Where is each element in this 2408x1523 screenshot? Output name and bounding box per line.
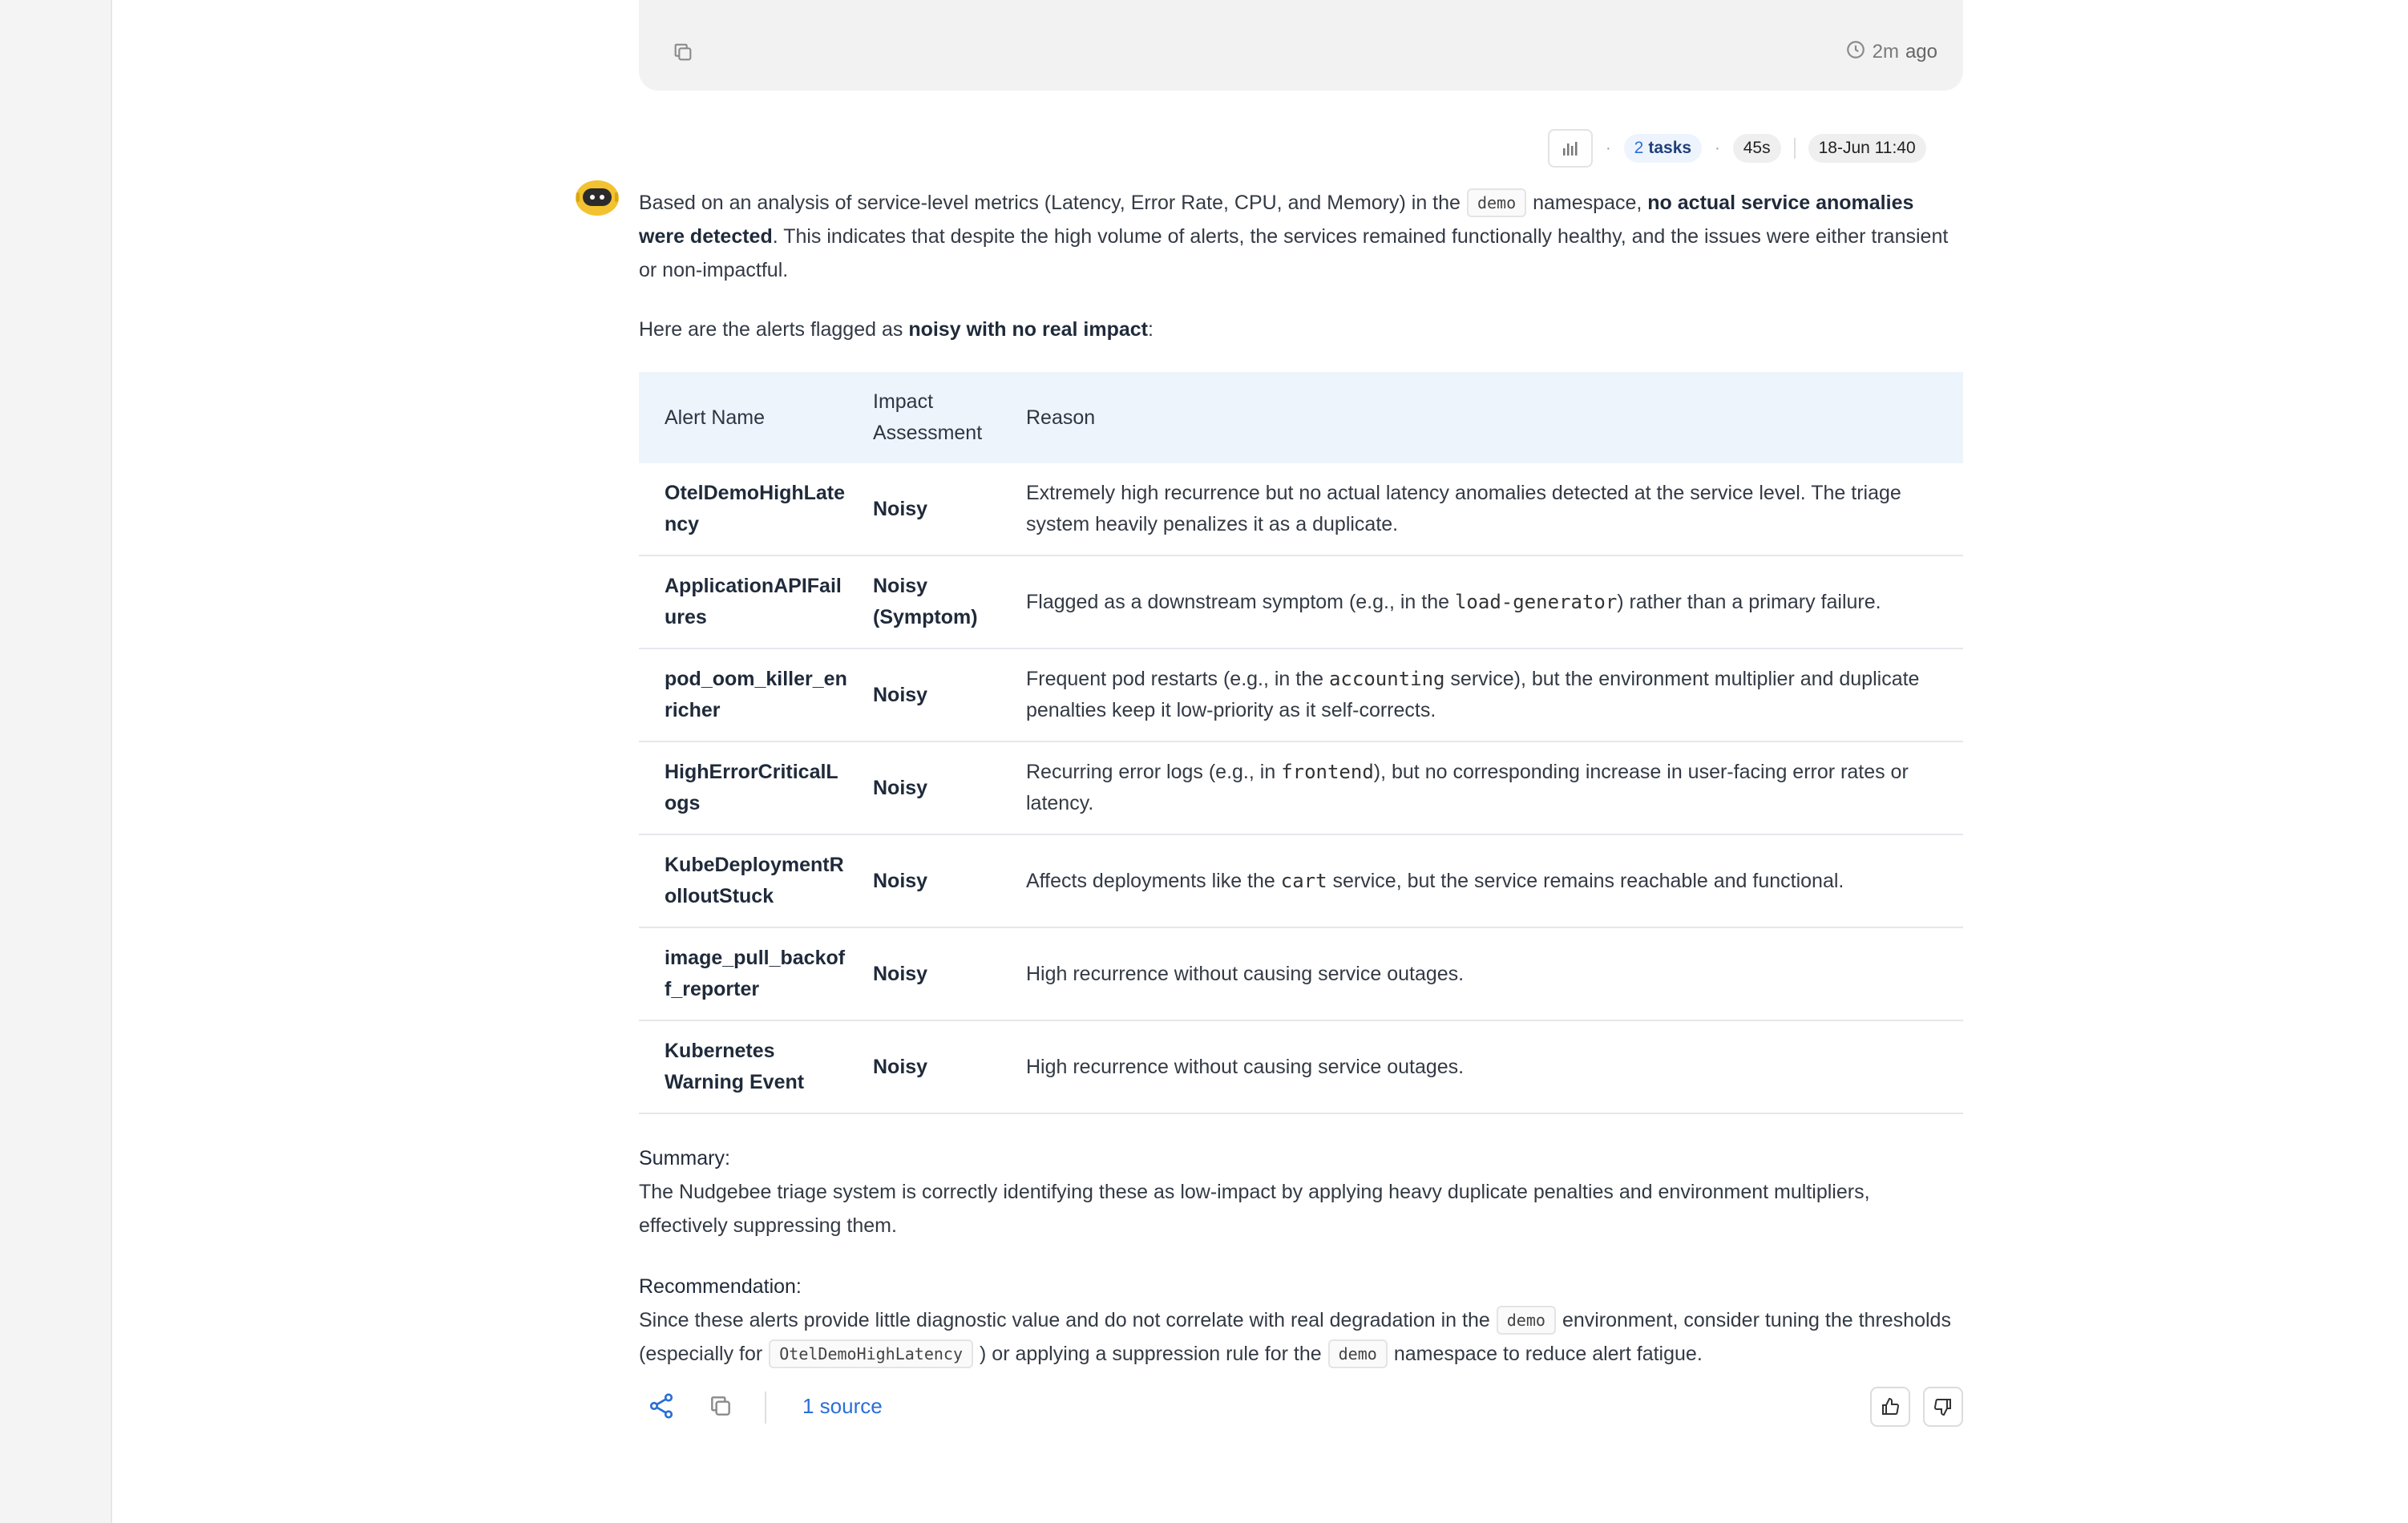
header-reason: Reason [1026,406,1096,429]
reason-cell [1013,463,1963,555]
alert-name-cell: ApplicationAPIFailures [639,555,865,648]
recommendation-text: namespace to reduce alert fatigue. [1393,1343,1703,1365]
divider [1794,138,1796,159]
reason-text: High recurrence without causing service outages. [1026,962,1465,985]
tasks-count: 2 [1634,139,1644,157]
inline-code: accounting [1328,668,1445,690]
impact-cell: Noisy [865,834,1013,927]
alerts-table [639,372,1963,1114]
intro-emphasis: no actual service anomalies were detected [639,192,1914,248]
separator-dot: · [1606,139,1611,157]
alert-name-cell: OtelDemoHighLatency [639,463,865,555]
tasks-label: tasks [1648,139,1692,157]
recommendation-text: ) or applying a suppression rule for the [980,1343,1322,1365]
time-ago-suffix: ago [1905,41,1937,63]
reason-text: Affects deployments like the [1026,869,1281,892]
reason-text: Extremely high recurrence but no actual latency anomalies detected at the service level. The triage system heavily penalizes it as a duplicate. [1026,482,1901,535]
separator-dot: · [1715,139,1720,157]
inline-code: OtelDemoHighLatency [769,1339,973,1368]
bar-chart-icon[interactable] [1548,129,1593,168]
response-meta-row [1548,130,1926,167]
recommendation-label: Recommendation: [639,1275,802,1298]
thumbs-down-icon[interactable] [1923,1387,1963,1427]
reason-text: ) rather than a primary failure. [1617,590,1881,613]
alerts-intro-text: : [1147,318,1153,341]
copy-icon[interactable] [708,1393,735,1420]
alert-name-cell: KubeDeploymentRolloutStuck [639,834,865,927]
summary-label: Summary: [639,1147,730,1170]
inline-code: load-generator [1454,590,1618,613]
message-actions [639,1387,1963,1427]
intro-text: Based on an analysis of service-level metrics (Latency, Error Rate, CPU, and Memory) in the [639,192,1461,214]
alert-name-cell: image_pull_backoff_reporter [639,927,865,1020]
impact-cell: Noisy [865,648,1013,741]
intro-text: namespace, [1533,192,1642,214]
reason-text: Frequent pod restarts (e.g., in the [1026,668,1329,690]
reason-cell [1013,741,1963,834]
alerts-intro-text: Here are the alerts flagged as [639,318,903,341]
intro-paragraph [639,186,1963,287]
table-row [639,648,1963,741]
inline-code: cart [1280,869,1327,892]
table-row [639,555,1963,648]
reason-cell [1013,648,1963,741]
alerts-intro-paragraph [639,313,1963,346]
table-row [639,927,1963,1020]
time-ago-value: 2m [1872,41,1899,63]
table-row [639,834,1963,927]
reason-cell [1013,1020,1963,1113]
sources-link[interactable]: 1 source [802,1394,883,1418]
inline-code: demo [1467,188,1526,217]
alert-name-cell: pod_oom_killer_enricher [639,648,865,741]
previous-message-card [639,0,1963,91]
reason-text: High recurrence without causing service outages. [1026,1055,1465,1078]
thumbs-up-icon[interactable] [1870,1387,1910,1427]
left-sidebar-rail [0,0,112,1523]
summary-text: The Nudgebee triage system is correctly identifying these as low-impact by applying heavy duplicate penalties and environment multipliers, effectively suppressing them. [639,1181,1870,1237]
reason-text: service, but the service remains reachable and functional. [1327,869,1844,892]
tasks-badge[interactable] [1624,134,1702,163]
reason-text: Recurring error logs (e.g., in [1026,761,1282,783]
intro-text: . This indicates that despite the high volume of alerts, the services remained functionally healthy, and the issues were either transient or non-impactful. [639,225,1949,281]
table-row [639,1020,1963,1113]
duration-badge: 45s [1733,134,1781,163]
recommendation-text: environment, consider tuning the thresholds (especially for [639,1309,1951,1365]
alert-name-cell: Kubernetes Warning Event [639,1020,865,1113]
divider [765,1392,766,1424]
summary-section [639,1141,1963,1242]
inline-code: demo [1497,1306,1556,1335]
reason-cell [1013,555,1963,648]
impact-cell: Noisy [865,1020,1013,1113]
alert-name-cell: HighErrorCriticalLogs [639,741,865,834]
reason-cell [1013,834,1963,927]
timestamp-badge: 18-Jun 11:40 [1808,134,1926,163]
message-time [1845,39,1937,65]
share-icon[interactable] [647,1392,677,1422]
impact-cell: Noisy [865,741,1013,834]
recommendation-text: Since these alerts provide little diagnostic value and do not correlate with real degradation in the [639,1309,1490,1331]
reason-text: Flagged as a downstream symptom (e.g., in the [1026,590,1455,613]
clock-icon [1845,39,1866,66]
inline-code: frontend [1281,761,1374,783]
impact-cell: Noisy [865,927,1013,1020]
assistant-message [639,186,1963,1371]
impact-cell: Noisy [865,463,1013,555]
reason-cell [1013,927,1963,1020]
alerts-intro-emphasis: noisy with no real impact [908,318,1148,341]
header-alert-name: Alert Name [665,406,766,429]
reason-text: ), but no corresponding increase in user-facing error rates or latency. [1026,761,1909,814]
impact-cell: Noisy (Symptom) [865,555,1013,648]
reason-text: service), but the environment multiplier and duplicate penalties keep it low-priority as it self-corrects. [1026,668,1920,721]
recommendation-section [639,1270,1963,1371]
table-header-row [639,372,1963,463]
inline-code: demo [1328,1339,1388,1368]
table-row [639,463,1963,555]
copy-icon[interactable] [672,41,694,63]
bot-avatar [574,175,620,218]
table-row [639,741,1963,834]
header-impact-assessment: Impact Assessment [873,390,983,444]
